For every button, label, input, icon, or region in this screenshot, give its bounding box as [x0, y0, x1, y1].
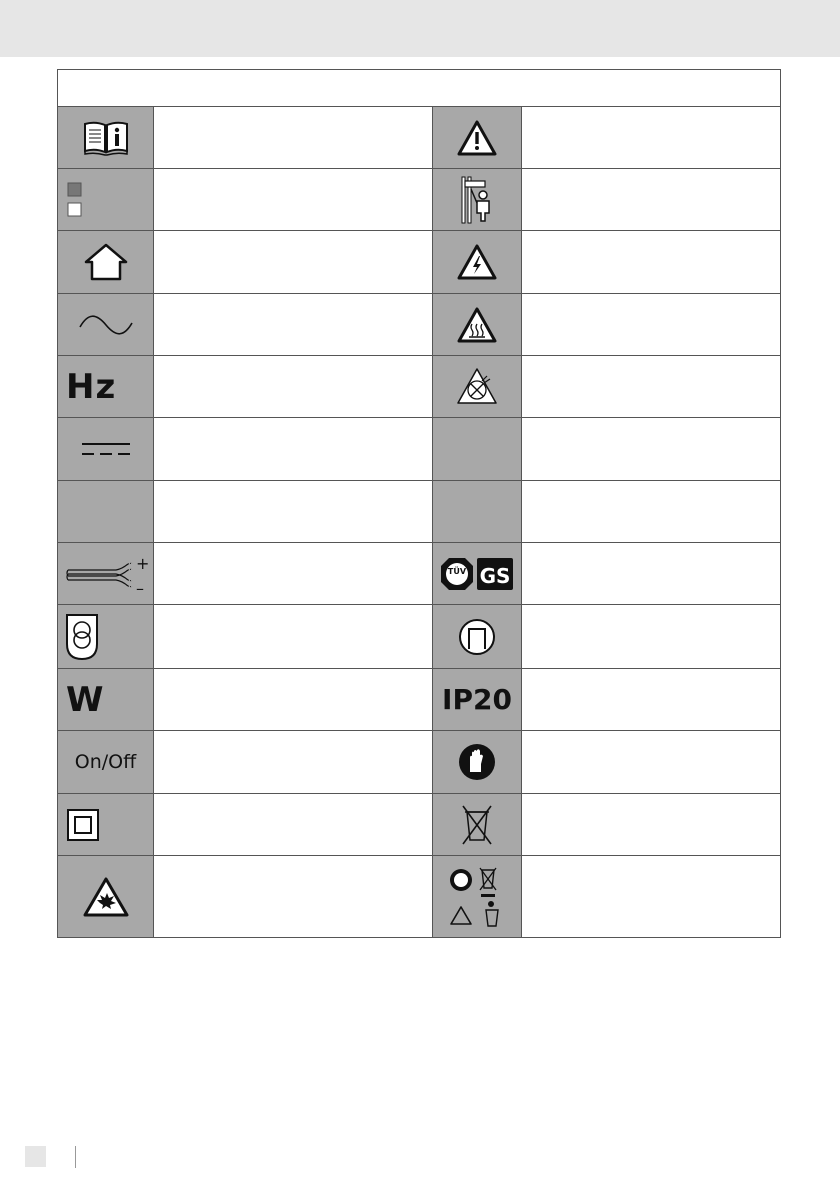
alternating-current-icon [58, 294, 154, 355]
explosion-warning-icon [58, 856, 154, 937]
legend-row [58, 231, 780, 294]
legend-row [58, 481, 780, 543]
page-number-box [25, 1146, 46, 1167]
header-bar [0, 0, 840, 57]
legend-row [58, 418, 780, 481]
on-off-icon: On/Off [58, 731, 154, 793]
legend-row [58, 107, 780, 169]
tuv-label: TÜV [447, 566, 467, 576]
direct-current-icon [58, 418, 154, 480]
symbol-legend-table [57, 69, 781, 938]
gs-label: GS [479, 563, 511, 588]
legend-row [58, 731, 780, 794]
color-squares-icon [58, 169, 154, 230]
protection-class-ii-icon [58, 794, 154, 855]
ip20-icon: IP20 [433, 669, 522, 730]
legend-row [58, 169, 780, 231]
legend-row [58, 356, 780, 418]
do-not-look-into-light-icon [433, 356, 522, 417]
safety-transformer-icon [58, 605, 154, 668]
legend-row [58, 669, 780, 731]
warning-triangle-icon [433, 107, 522, 168]
child-danger-icon [433, 169, 522, 230]
hertz-icon: Hz [58, 356, 154, 417]
tuv-gs-mark-icon [433, 543, 522, 604]
legend-row [58, 856, 780, 937]
empty-symbol-cell [433, 418, 522, 480]
empty-symbol-cell [58, 481, 154, 542]
legend-row [58, 543, 780, 605]
wear-gloves-icon [433, 731, 522, 793]
read-instructions-icon [58, 107, 154, 168]
legend-row [58, 605, 780, 669]
legend-row [58, 794, 780, 856]
electric-shock-warning-icon [433, 231, 522, 293]
crossed-bin-icon [433, 794, 522, 855]
recycling-symbols-icon [433, 856, 522, 937]
plus-sign: + [135, 553, 149, 573]
polarity-cable-icon [58, 543, 154, 604]
empty-symbol-cell [433, 481, 522, 542]
watt-icon: W [58, 669, 154, 730]
hot-surface-warning-icon [433, 294, 522, 355]
legend-title-row [58, 70, 780, 107]
legend-row [58, 294, 780, 356]
indoor-use-icon [58, 231, 154, 293]
furniture-mount-icon [433, 605, 522, 668]
footer-divider [75, 1146, 76, 1168]
minus-sign: – [135, 578, 144, 598]
